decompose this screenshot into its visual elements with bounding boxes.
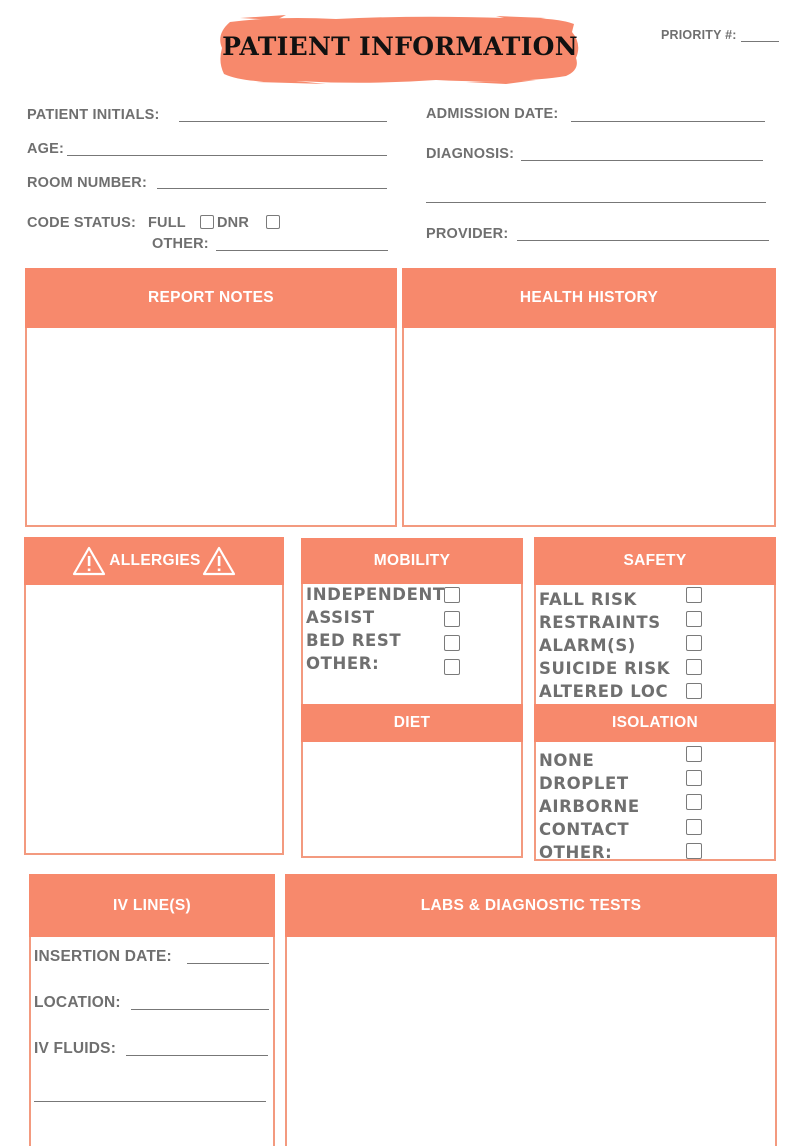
age-label: AGE: <box>27 141 65 157</box>
safety-altered-loc-checkbox[interactable] <box>686 683 702 699</box>
priority-line[interactable] <box>741 41 779 42</box>
isolation-none-checkbox[interactable] <box>686 746 702 762</box>
safety-option-restraints: RESTRAINTS <box>539 613 661 632</box>
code-dnr-checkbox[interactable] <box>266 215 280 229</box>
patient-initials-label: PATIENT INITIALS: <box>27 107 160 123</box>
code-dnr-label: DNR <box>217 215 250 231</box>
iv-fluids-line[interactable] <box>126 1055 268 1056</box>
safety-option-suicide-risk: SUICIDE RISK <box>539 659 671 678</box>
location-line[interactable] <box>131 1009 269 1010</box>
diet-header: DIET <box>301 704 523 742</box>
insertion-date-line[interactable] <box>187 963 269 964</box>
mobility-option-other: OTHER: <box>306 654 380 673</box>
diagnosis-line[interactable] <box>521 160 763 161</box>
room-number-label: ROOM NUMBER: <box>27 175 148 191</box>
patient-initials-line[interactable] <box>179 121 387 122</box>
code-other-line[interactable] <box>216 250 388 251</box>
mobility-option-independent: INDEPENDENT <box>306 585 445 604</box>
priority-label: PRIORITY #: <box>661 28 737 42</box>
labs-header: LABS & DIAGNOSTIC TESTS <box>285 874 777 937</box>
safety-fall-risk-checkbox[interactable] <box>686 587 702 603</box>
code-other-label: OTHER: <box>152 236 209 252</box>
code-status-label: CODE STATUS: <box>27 215 136 231</box>
mobility-independent-checkbox[interactable] <box>444 587 460 603</box>
mobility-header: MOBILITY <box>301 538 523 584</box>
isolation-option-contact: CONTACT <box>539 820 630 839</box>
page-title: PATIENT INFORMATION <box>222 31 578 61</box>
isolation-option-airborne: AIRBORNE <box>539 797 640 816</box>
location-label: LOCATION: <box>34 994 121 1011</box>
isolation-header: ISOLATION <box>534 704 776 742</box>
insertion-date-label: INSERTION DATE: <box>34 948 172 965</box>
isolation-other-checkbox[interactable] <box>686 843 702 859</box>
allergies-title: ALLERGIES <box>109 552 201 569</box>
safety-alarms-checkbox[interactable] <box>686 635 702 651</box>
safety-option-altered-loc: ALTERED LOC <box>539 682 669 701</box>
isolation-contact-checkbox[interactable] <box>686 819 702 835</box>
provider-line[interactable] <box>517 240 769 241</box>
admission-date-label: ADMISSION DATE: <box>426 106 559 122</box>
mobility-assist-checkbox[interactable] <box>444 611 460 627</box>
warning-triangle-icon <box>202 546 236 576</box>
title-banner <box>216 14 584 84</box>
iv-lines-header: IV LINE(S) <box>29 874 275 937</box>
isolation-option-other: OTHER: <box>539 843 613 862</box>
safety-suicide-risk-checkbox[interactable] <box>686 659 702 675</box>
diagnosis-line-2[interactable] <box>426 202 766 203</box>
admission-date-line[interactable] <box>571 121 765 122</box>
code-full-checkbox[interactable] <box>200 215 214 229</box>
warning-triangle-icon <box>72 546 106 576</box>
mobility-option-bed-rest: BED REST <box>306 631 402 650</box>
mobility-bed-rest-checkbox[interactable] <box>444 635 460 651</box>
iv-fluids-label: IV FLUIDS: <box>34 1040 117 1057</box>
diagnosis-label: DIAGNOSIS: <box>426 146 515 162</box>
safety-option-fall-risk: FALL RISK <box>539 590 637 609</box>
age-line[interactable] <box>67 155 387 156</box>
safety-header: SAFETY <box>534 537 776 585</box>
code-full-label: FULL <box>148 215 186 231</box>
mobility-other-checkbox[interactable] <box>444 659 460 675</box>
isolation-option-droplet: DROPLET <box>539 774 629 793</box>
safety-restraints-checkbox[interactable] <box>686 611 702 627</box>
health-history-header: HEALTH HISTORY <box>402 268 776 328</box>
isolation-option-none: NONE <box>539 751 595 770</box>
report-notes-header: REPORT NOTES <box>25 268 397 328</box>
allergies-header <box>24 537 284 585</box>
mobility-option-assist: ASSIST <box>306 608 375 627</box>
room-number-line[interactable] <box>157 188 387 189</box>
safety-option-alarms: ALARM(S) <box>539 636 636 655</box>
provider-label: PROVIDER: <box>426 226 509 242</box>
isolation-airborne-checkbox[interactable] <box>686 794 702 810</box>
isolation-droplet-checkbox[interactable] <box>686 770 702 786</box>
iv-extra-line[interactable] <box>34 1101 266 1102</box>
